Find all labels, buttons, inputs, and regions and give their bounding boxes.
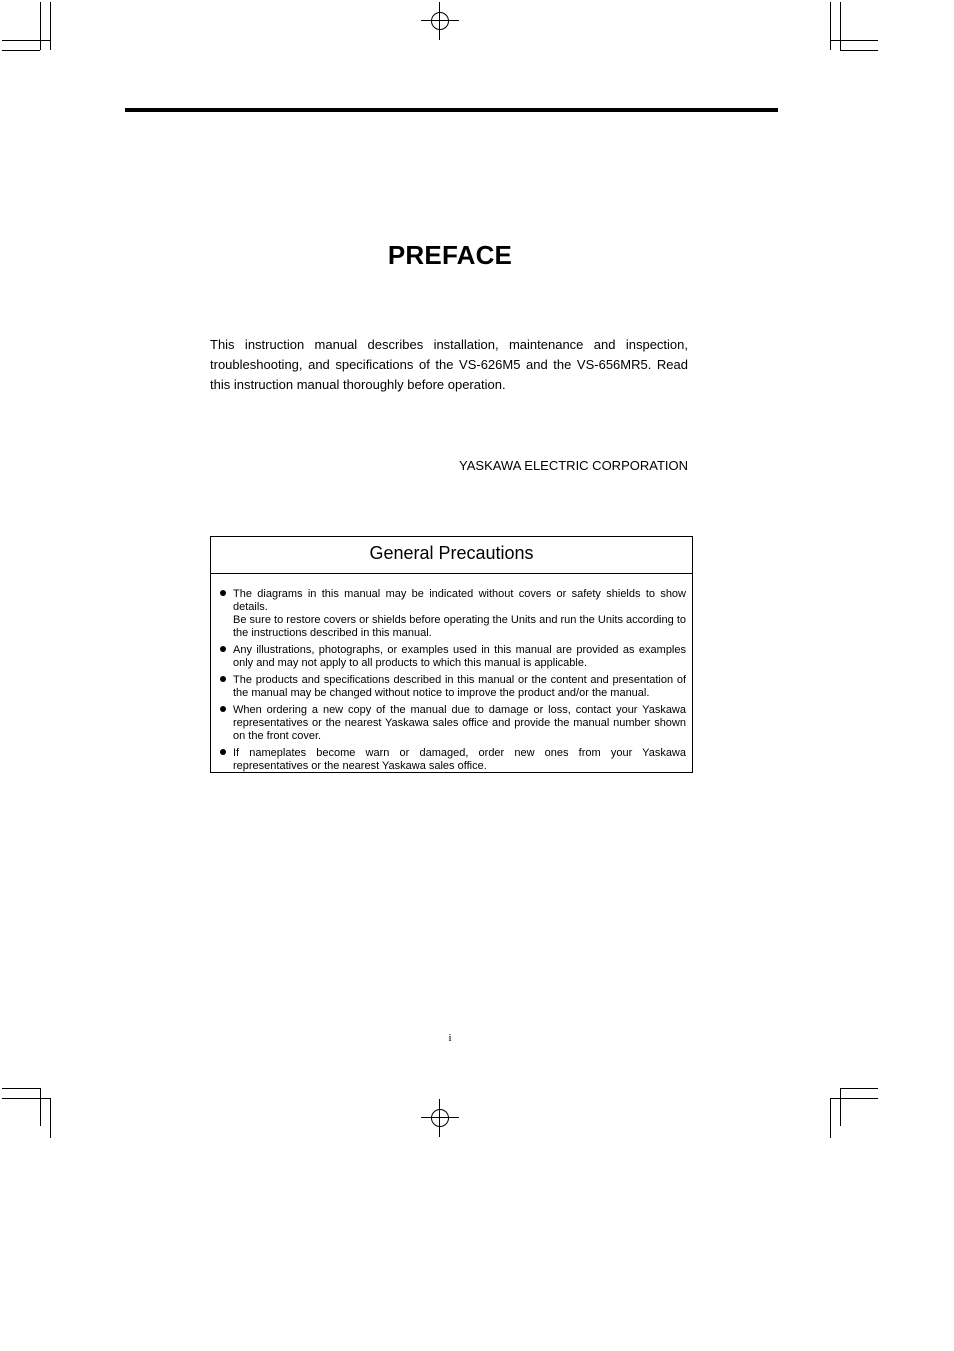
crop-mark-line	[2, 50, 40, 51]
list-item	[233, 674, 686, 700]
crop-mark-line	[840, 1088, 878, 1089]
crop-mark-line	[439, 1099, 440, 1137]
bullet-icon	[220, 749, 226, 755]
crop-mark-line	[40, 2, 41, 50]
crop-mark-line	[421, 20, 459, 21]
bullet-icon	[220, 706, 226, 712]
bullet-icon	[220, 646, 226, 652]
crop-mark-line	[2, 1088, 40, 1089]
crop-mark-line	[830, 1098, 878, 1099]
precautions-heading: General Precautions	[211, 537, 692, 574]
list-item	[233, 704, 686, 743]
crop-mark-line	[840, 1088, 841, 1126]
precaution-text: Be sure to restore covers or shields before operating the Units and run the Units according to the instructions described in this manual.	[233, 614, 686, 639]
page-title: PREFACE	[387, 240, 513, 270]
precaution-text: If nameplates become warn or damaged, order new ones from your Yaskawa representatives or the nearest Yaskawa sales office.	[233, 747, 686, 772]
crop-mark-line	[50, 1098, 51, 1138]
crop-mark-line	[40, 1088, 41, 1126]
intro-paragraph: This instruction manual describes installation, maintenance and inspection, troubleshooting, and specifications of the VS-626M5 and the VS-656MR5. Read this instruction manual thoroughly before operation.	[210, 337, 688, 392]
crop-mark-line	[2, 40, 50, 41]
registration-mark-icon	[431, 12, 449, 30]
header-rule	[125, 108, 778, 112]
bullet-icon	[220, 590, 226, 596]
page-number: i	[448, 1032, 452, 1044]
general-precautions-box	[210, 536, 693, 773]
precautions-list	[211, 574, 692, 773]
precaution-text: When ordering a new copy of the manual due to damage or loss, contact your Yaskawa representatives or the nearest Yaskawa sales office and provide the manual number shown on the front cover.	[233, 704, 686, 742]
crop-mark-line	[2, 1098, 50, 1099]
crop-mark-line	[421, 1117, 459, 1118]
list-item	[233, 644, 686, 670]
precaution-text: Any illustrations, photographs, or examples used in this manual are provided as examples only and may not apply to all products to which this manual is applicable.	[233, 644, 686, 669]
list-item	[233, 747, 686, 773]
crop-mark-line	[830, 40, 878, 41]
crop-mark-line	[830, 1098, 831, 1138]
bullet-icon	[220, 676, 226, 682]
crop-mark-line	[439, 2, 440, 40]
registration-mark-icon	[431, 1109, 449, 1127]
crop-mark-line	[840, 50, 878, 51]
crop-mark-line	[830, 2, 831, 50]
crop-mark-line	[50, 2, 51, 50]
crop-mark-line	[840, 2, 841, 50]
precaution-text: The products and specifications described in this manual or the content and presentation of the manual may be changed without notice to improve the product and/or the manual.	[233, 674, 686, 699]
precaution-text: The diagrams in this manual may be indicated without covers or safety shields to show details.	[233, 588, 686, 613]
list-item	[233, 588, 686, 640]
corporation-name: YASKAWA ELECTRIC CORPORATION	[459, 458, 688, 473]
